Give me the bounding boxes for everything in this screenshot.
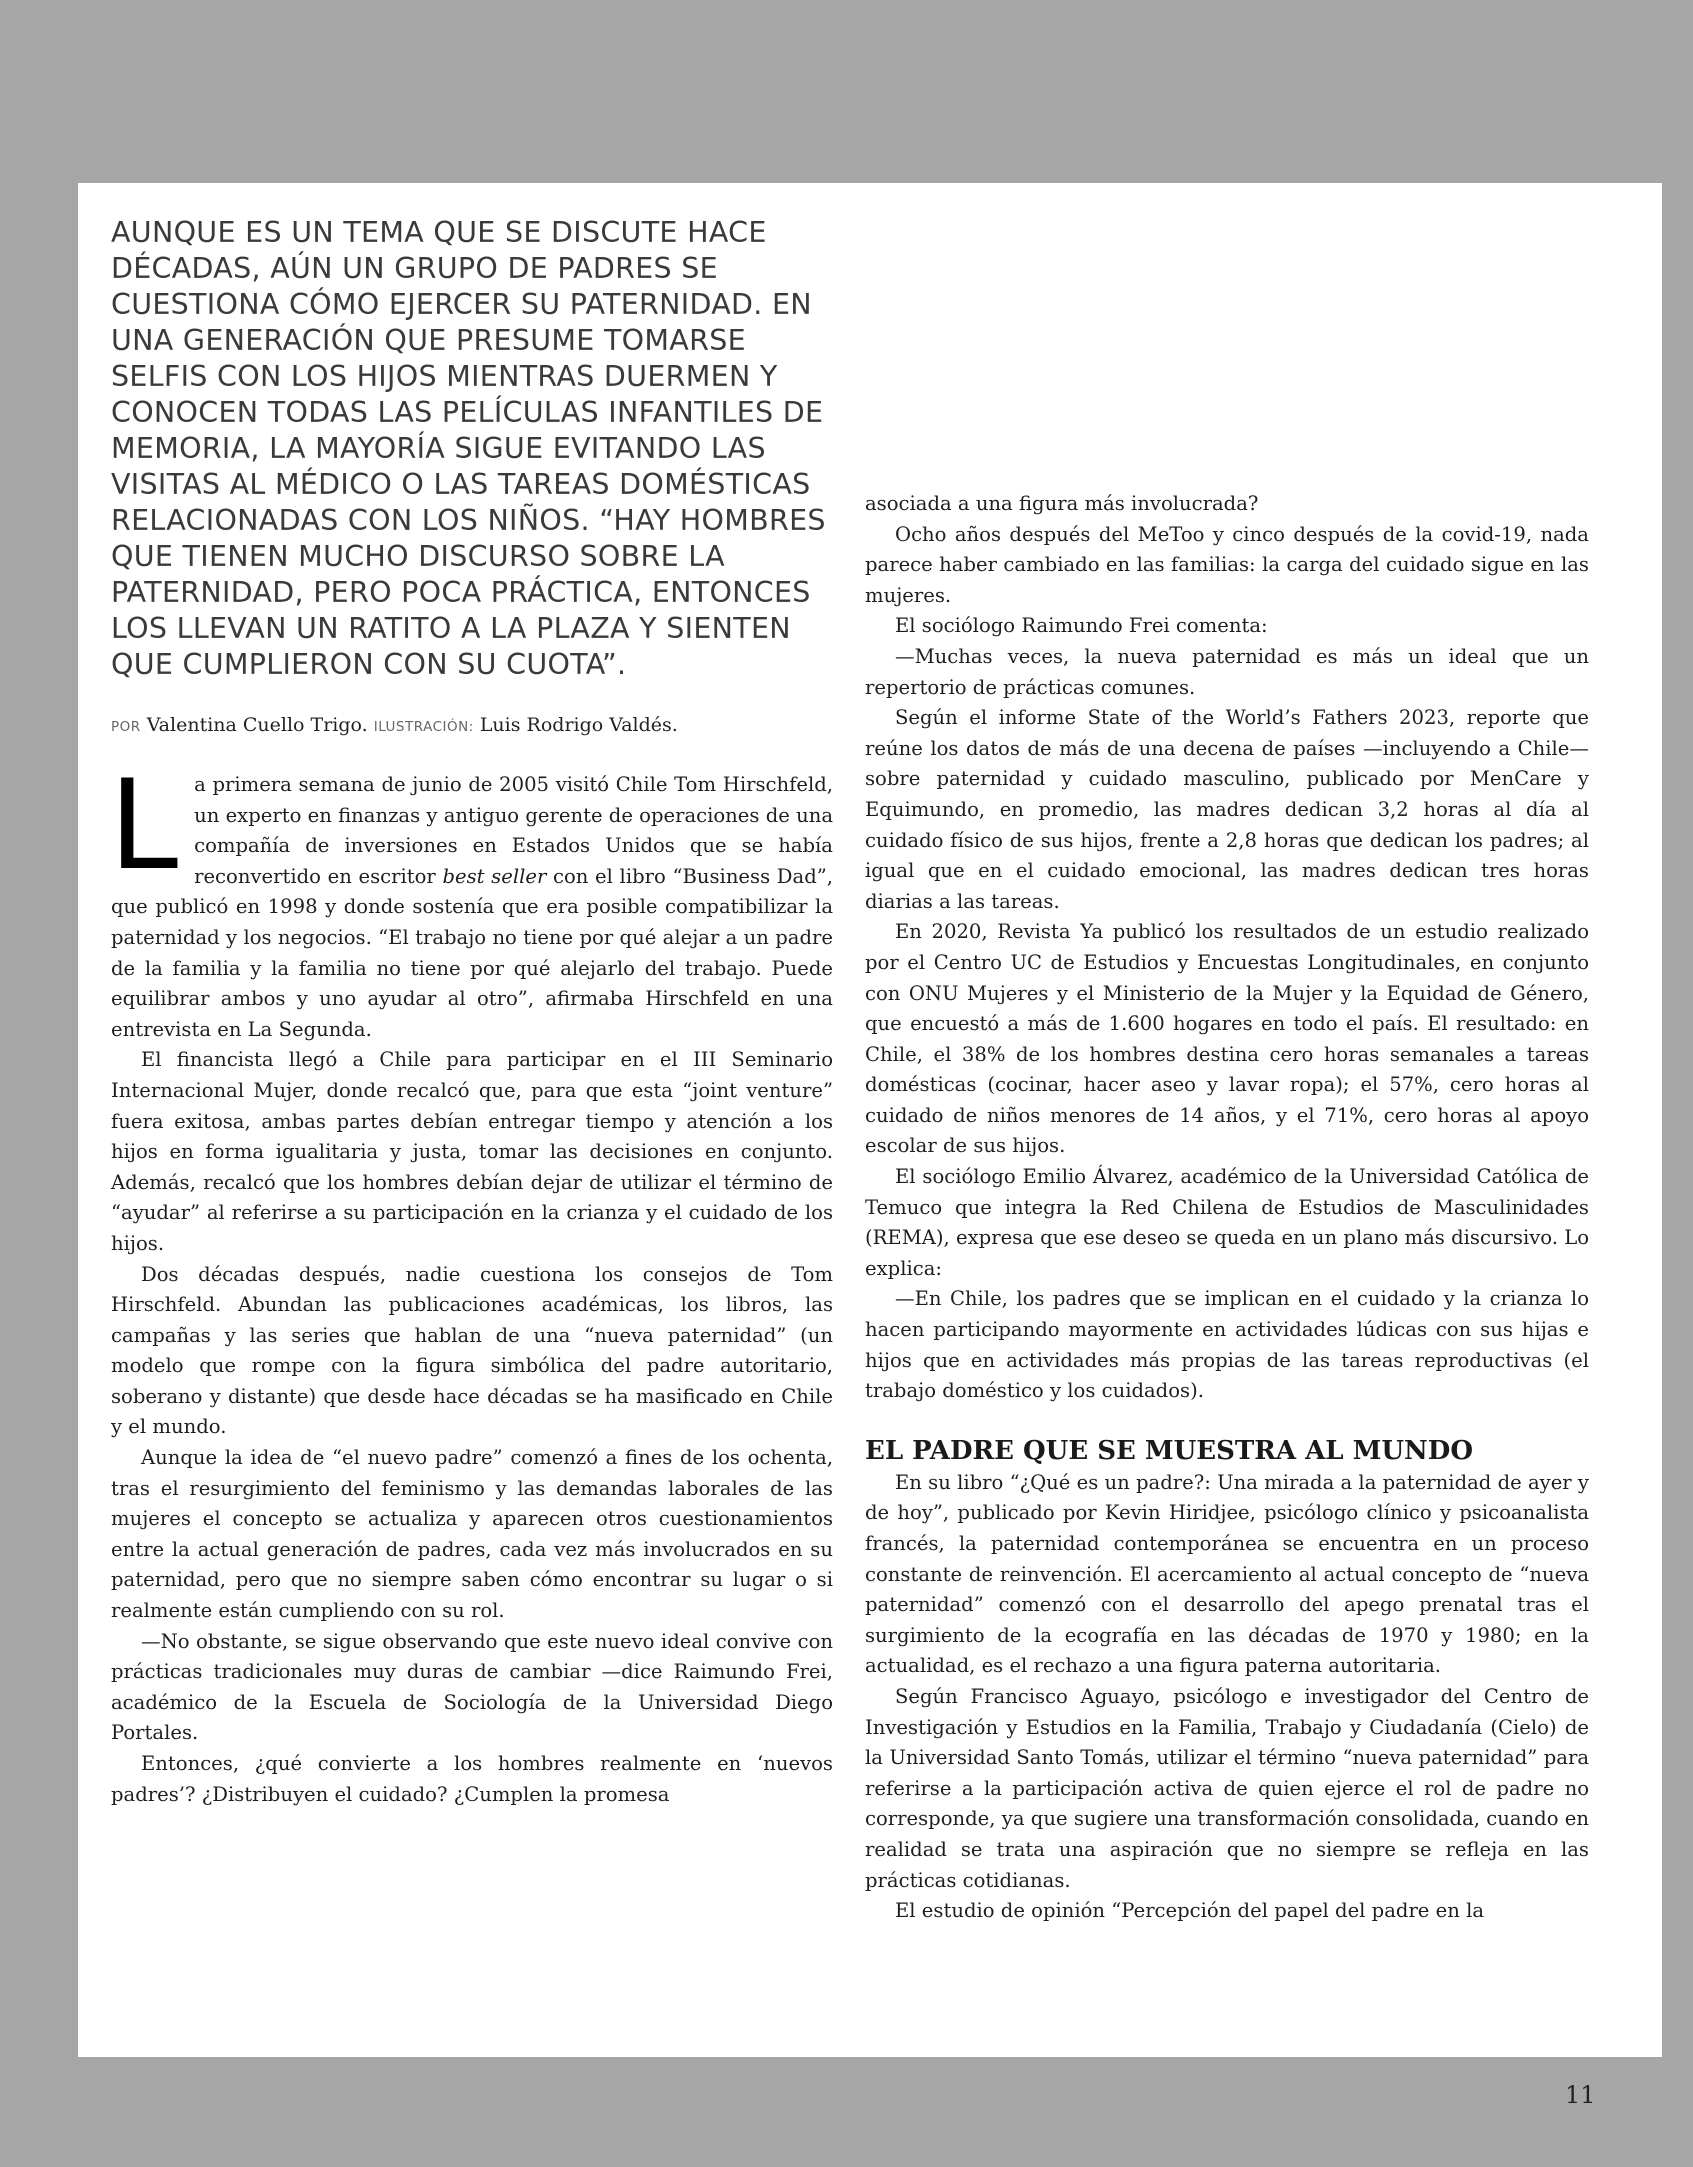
body-paragraph: Dos décadas después, nadie cuestiona los consejos de Tom Hirschfeld. Abundan las publicaciones académicas, los libros, las campañas y las series que hablan de una “nueva paternidad” (un modelo que rompe con la figura simbólica del padre autoritario, soberano y distante) que desde hace décadas se ha masificado en Chile y el mundo. bbox=[111, 1262, 833, 1439]
body-paragraph: Según el informe State of the World’s Fathers 2023, reporte que reúne los datos de más de una decena de países —incluyendo a Chile— sobre paternidad y cuidado masculino, publicado por MenCare y Equimundo, en promedio, las madres dedican 3,2 horas al día al cuidado físico de sus hijos, frente a 2,8 horas que dedican los padres; al igual que en el cuidado emocional, las madres dedican tres horas diarias a las tareas. bbox=[865, 706, 1589, 913]
body-paragraph: El financista llegó a Chile para participar en el III Seminario Internacional Mujer, donde recalcó que, para que esta “joint venture” fuera exitosa, ambas partes debían entregar tiempo y atención a los hijos en forma igualitaria y justa, tomar las decisiones en conjunto. Además, recalcó que los hombres debían dejar de utilizar el término de “ayudar” al referirse a su participación en la crianza y el cuidado de los hijos. bbox=[111, 1048, 833, 1255]
first-paragraph-start: a primera semana de junio de 2005 visitó Chile Tom Hirschfeld, un experto en finanzas y antiguo gerente de operaciones de una compañía de inversiones en Estados Unidos que se había reconvertido en escritor bbox=[194, 773, 833, 888]
byline-illustration-label: ILUSTRACIÓN: bbox=[373, 719, 474, 735]
section-subhead: EL PADRE QUE SE MUESTRA AL MUNDO bbox=[865, 1435, 1473, 1466]
first-paragraph-end: con el libro “Business Dad”, que publicó en 1998 y donde sostenía que era posible compatibilizar la paternidad y los negocios. “El trabajo no tiene por qué alejar a un padre de la familia y la familia no tiene por qué alejarlo del trabajo. Puede equilibrar ambos y uno ayudar al otro”, afirmaba Hirschfeld en una entrevista en La Segunda. bbox=[111, 864, 833, 1041]
lede: AUNQUE ES UN TEMA QUE SE DISCUTE HACE DÉCADAS, AÚN UN GRUPO DE PADRES SE CUESTIONA CÓMO EJERCER SU PATERNIDAD. EN UNA GENERACIÓN QUE PRESUME TOMARSE SELFIS CON LOS HIJOS MIENTRAS DUERMEN Y CONOCEN TODAS LAS PELÍCULAS INFANTILES DE MEMORIA, LA MAYORÍA SIGUE EVITANDO LAS VISITAS AL MÉDICO O LAS TAREAS DOMÉSTICAS RELACIONADAS CON LOS NIÑOS. “HAY HOMBRES QUE TIENEN MUCHO DISCURSO SOBRE LA PATERNIDAD, PERO POCA PRÁCTICA, ENTONCES LOS LLEVAN UN RATITO A LA PLAZA Y SIENTEN QUE CUMPLIERON CON SU CUOTA”. bbox=[111, 216, 826, 681]
body-paragraph: —No obstante, se sigue observando que este nuevo ideal convive con prácticas tradicionales muy duras de cambiar —dice Raimundo Frei, académico de la Escuela de Sociología de la Universidad Diego Portales. bbox=[111, 1629, 833, 1745]
body-paragraph: El sociólogo Emilio Álvarez, académico de la Universidad Católica de Temuco que integra la Red Chilena de Estudios de Masculinidades (REMA), expresa que ese deseo se queda en un plano más discursivo. Lo explica: bbox=[865, 1165, 1590, 1280]
first-paragraph-italic: best seller bbox=[442, 864, 547, 888]
continuation-paragraph: asociada a una figura más involucrada? bbox=[865, 492, 1259, 515]
body-paragraph: En 2020, Revista Ya publicó los resultados de un estudio realizado por el Centro UC de Estudios y Encuestas Longitudinales, en conjunto con ONU Mujeres y el Ministerio de la Mujer y la Equidad de Género, que encuestó a más de 1.600 hogares en todo el país. El resultado: en Chile, el 38% de los hombres destina cero horas semanales a tareas domésticas (cocinar, hacer aseo y lavar ropa); el 57%, cero horas al cuidado de niños menores de 14 años, y el 71%, cero horas al apoyo escolar de sus hijos. bbox=[865, 920, 1589, 1158]
article-page bbox=[78, 183, 1662, 2057]
byline bbox=[111, 714, 833, 736]
left-column bbox=[111, 215, 833, 1810]
body-paragraph: Según Francisco Aguayo, psicólogo e investigador del Centro de Investigación y Estudios en la Familia, Trabajo y Ciudadanía (Cielo) de la Universidad Santo Tomás, utilizar el término “nueva paternidad” para referirse a la participación activa de quien ejerce el rol de padre no corresponde, ya que sugiere una transformación consolidada, cuando en realidad se trata una aspiración que no siempre se refleja en las prácticas cotidianas. bbox=[865, 1684, 1589, 1892]
body-paragraph: En su libro “¿Qué es un padre?: Una mirada a la paternidad de ayer y de hoy”, publicado por Kevin Hiridjee, psicólogo clínico y psicoanalista francés, la paternidad contemporánea se encuentra en un proceso constante de reinvención. El acercamiento al actual concepto de “nueva paternidad” comenzó con el desarrollo del apego prenatal tras el surgimiento de la ecografía en las décadas de 1970 y 1980; en la actualidad, es el rechazo a una figura paterna autoritaria. bbox=[865, 1470, 1589, 1678]
byline-illustrator: Luis Rodrigo Valdés. bbox=[479, 714, 678, 736]
right-column bbox=[865, 489, 1589, 1927]
body-paragraph: Entonces, ¿qué convierte a los hombres realmente en ‘nuevos padres’? ¿Distribuyen el cuidado? ¿Cumplen la promesa bbox=[111, 1752, 833, 1806]
drop-cap: L bbox=[109, 754, 179, 898]
body-paragraph: El estudio de opinión “Percepción del papel del padre en la bbox=[895, 1899, 1485, 1923]
body-paragraph: Ocho años después del MeToo y cinco después de la covid-19, nada parece haber cambiado en las familias: la carga del cuidado sigue en las mujeres. bbox=[865, 522, 1589, 607]
body-paragraph: —Muchas veces, la nueva paternidad es más un ideal que un repertorio de prácticas comunes. bbox=[865, 644, 1589, 699]
byline-por-label: POR bbox=[111, 719, 141, 735]
left-body bbox=[109, 754, 833, 1810]
first-paragraph bbox=[109, 754, 833, 1045]
page-number: 11 bbox=[1565, 2081, 1596, 2109]
body-paragraph: —En Chile, los padres que se implican en el cuidado y la crianza lo hacen participando mayormente en actividades lúdicas con sus hijas e hijos que en actividades más propias de las tareas reproductivas (el trabajo doméstico y los cuidados). bbox=[865, 1287, 1589, 1403]
body-paragraph: El sociólogo Raimundo Frei comenta: bbox=[895, 614, 1268, 638]
byline-author: Valentina Cuello Trigo. bbox=[146, 714, 368, 736]
body-paragraph: Aunque la idea de “el nuevo padre” comenzó a fines de los ochenta, tras el resurgimiento del feminismo y las demandas laborales de las mujeres el concepto se actualiza y aparecen otros cuestionamientos entre la actual generación de padres, cada vez más involucrados en su paternidad, pero que no siempre saben cómo encontrar su lugar o si realmente están cumpliendo con su rol. bbox=[111, 1446, 833, 1623]
